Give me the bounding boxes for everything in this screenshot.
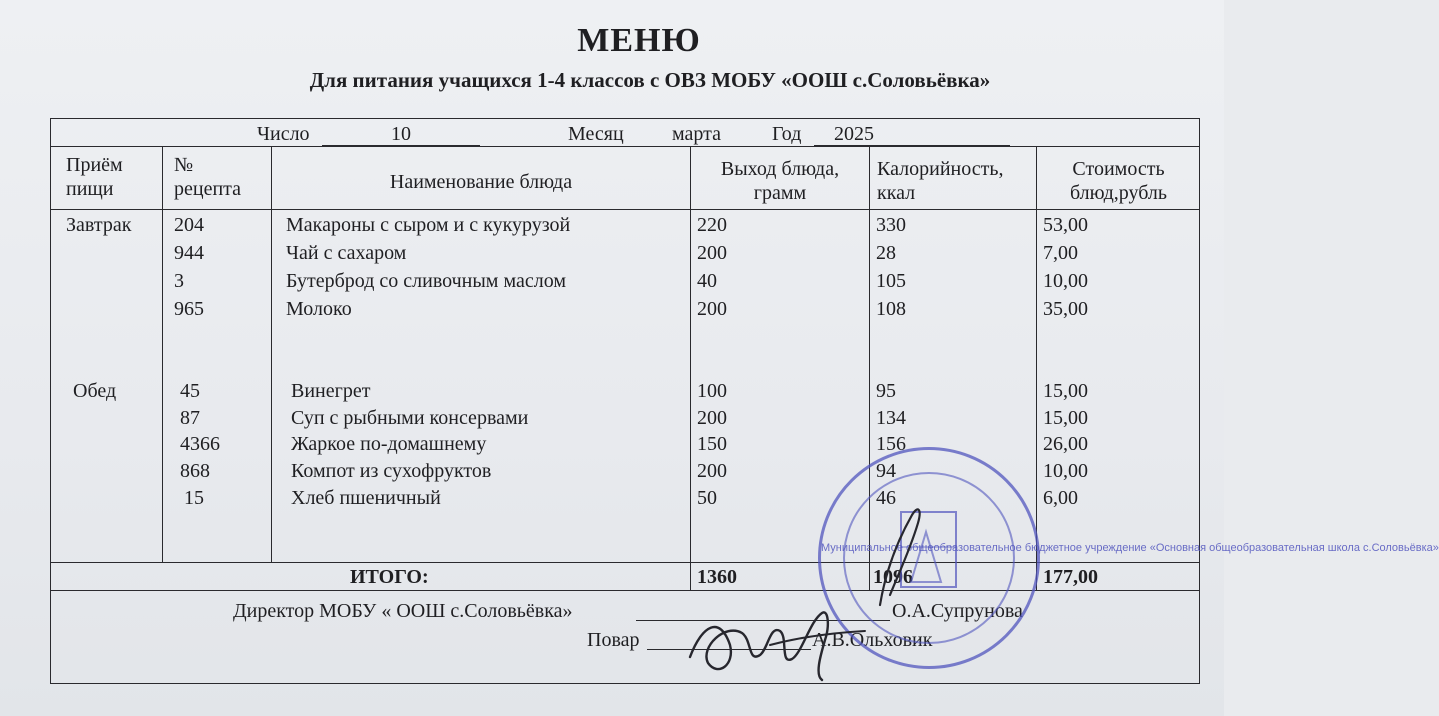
date-day-value: 10 (322, 124, 480, 146)
row-recipe: 15 (184, 487, 204, 509)
col-header-cal-line1: Калорийность, (877, 158, 1004, 180)
row-dish: Чай с сахаром (286, 242, 407, 264)
meal-lunch-label: Обед (73, 380, 117, 402)
row-yield: 200 (697, 298, 727, 320)
col-header-cost-line1: Стоимость (1072, 158, 1165, 180)
row-dish: Компот из сухофруктов (291, 460, 492, 482)
col-header-cost-line2: блюд,рубль (1069, 182, 1167, 204)
page-subtitle: Для питания учащихся 1-4 классов с ОВЗ МОБУ «ООШ с.Соловьёвка» (309, 68, 991, 92)
row-calories: 28 (876, 242, 896, 264)
col-header-meal-line1: Приём (66, 154, 123, 176)
row-yield: 150 (697, 433, 727, 455)
cook-handwritten-signature (680, 585, 870, 685)
col-divider-recipe (271, 146, 272, 562)
row-calories: 105 (876, 270, 906, 292)
col-header-recipe (174, 153, 241, 201)
row-recipe: 87 (180, 407, 200, 429)
header-row-divider (50, 209, 1200, 210)
date-year-label: Год (772, 123, 802, 145)
row-calories: 156 (876, 433, 906, 455)
stamp-text: Муниципальное общеобразовательное бюджетное учреждение «Основная общеобразовательная школа с.Соловьёвка» (821, 542, 1439, 554)
row-yield: 40 (697, 270, 717, 292)
col-header-calories (877, 157, 1003, 205)
row-dish: Винегрет (291, 380, 371, 402)
row-yield: 200 (697, 242, 727, 264)
row-cost: 10,00 (1043, 270, 1088, 292)
col-header-meal-line2: пищи (66, 178, 114, 200)
row-cost: 26,00 (1043, 433, 1088, 455)
row-dish: Суп с рыбными консервами (291, 407, 529, 429)
date-year-value: 2025 (814, 124, 1010, 146)
row-cost: 53,00 (1043, 214, 1088, 236)
col-header-recipe-line1: № (174, 154, 194, 176)
col-header-dish: Наименование блюда (389, 171, 573, 193)
total-yield: 1360 (697, 566, 737, 588)
meal-breakfast-label: Завтрак (66, 214, 132, 236)
row-cost: 35,00 (1043, 298, 1088, 320)
row-dish: Хлеб пшеничный (291, 487, 441, 509)
date-month-label: Месяц (568, 123, 624, 145)
row-dish: Жаркое по-домашнему (291, 433, 487, 455)
col-header-cal-line2: ккал (877, 182, 916, 204)
page-title: МЕНЮ (577, 22, 701, 59)
row-recipe: 3 (174, 270, 184, 292)
row-calories: 95 (876, 380, 896, 402)
row-cost: 15,00 (1043, 407, 1088, 429)
row-recipe: 204 (174, 214, 204, 236)
row-yield: 220 (697, 214, 727, 236)
director-name: О.А.Супрунова (892, 600, 1023, 622)
row-yield: 50 (697, 487, 717, 509)
row-calories: 46 (876, 487, 896, 509)
row-recipe: 965 (174, 298, 204, 320)
row-cost: 7,00 (1043, 242, 1078, 264)
row-yield: 200 (697, 460, 727, 482)
col-header-yield-line1: Выход блюда, (720, 158, 840, 180)
total-calories: 1096 (873, 566, 913, 588)
director-label: Директор МОБУ « ООШ с.Соловьёвка» (233, 600, 573, 622)
col-header-cost (1037, 157, 1200, 205)
col-header-yield (691, 157, 869, 205)
row-recipe: 944 (174, 242, 204, 264)
date-month-value: марта (672, 123, 721, 145)
row-dish: Молоко (286, 298, 352, 320)
row-yield: 200 (697, 407, 727, 429)
total-label: ИТОГО: (350, 566, 429, 588)
col-divider-meal (162, 146, 163, 562)
row-recipe: 4366 (180, 433, 220, 455)
director-handwritten-signature (860, 495, 940, 615)
cook-label: Повар (587, 629, 640, 651)
col-header-recipe-line2: рецепта (174, 178, 242, 200)
row-cost: 10,00 (1043, 460, 1088, 482)
row-calories: 94 (876, 460, 896, 482)
row-cost: 6,00 (1043, 487, 1078, 509)
col-divider-cal (1036, 146, 1037, 590)
row-cost: 15,00 (1043, 380, 1088, 402)
row-calories: 330 (876, 214, 906, 236)
col-divider-dish (690, 146, 691, 590)
col-header-yield-line2: грамм (753, 182, 807, 204)
row-yield: 100 (697, 380, 727, 402)
row-recipe: 45 (180, 380, 200, 402)
total-cost: 177,00 (1043, 566, 1098, 588)
row-recipe: 868 (180, 460, 210, 482)
row-calories: 108 (876, 298, 906, 320)
col-header-meal (66, 153, 123, 201)
date-day-label: Число (257, 123, 310, 145)
row-dish: Бутерброд со сливочным маслом (286, 270, 566, 292)
cook-name: А.В.Ольховик (812, 629, 933, 651)
row-dish: Макароны с сыром и с кукурузой (286, 214, 571, 236)
date-row-divider (50, 146, 1200, 147)
row-calories: 134 (876, 407, 906, 429)
